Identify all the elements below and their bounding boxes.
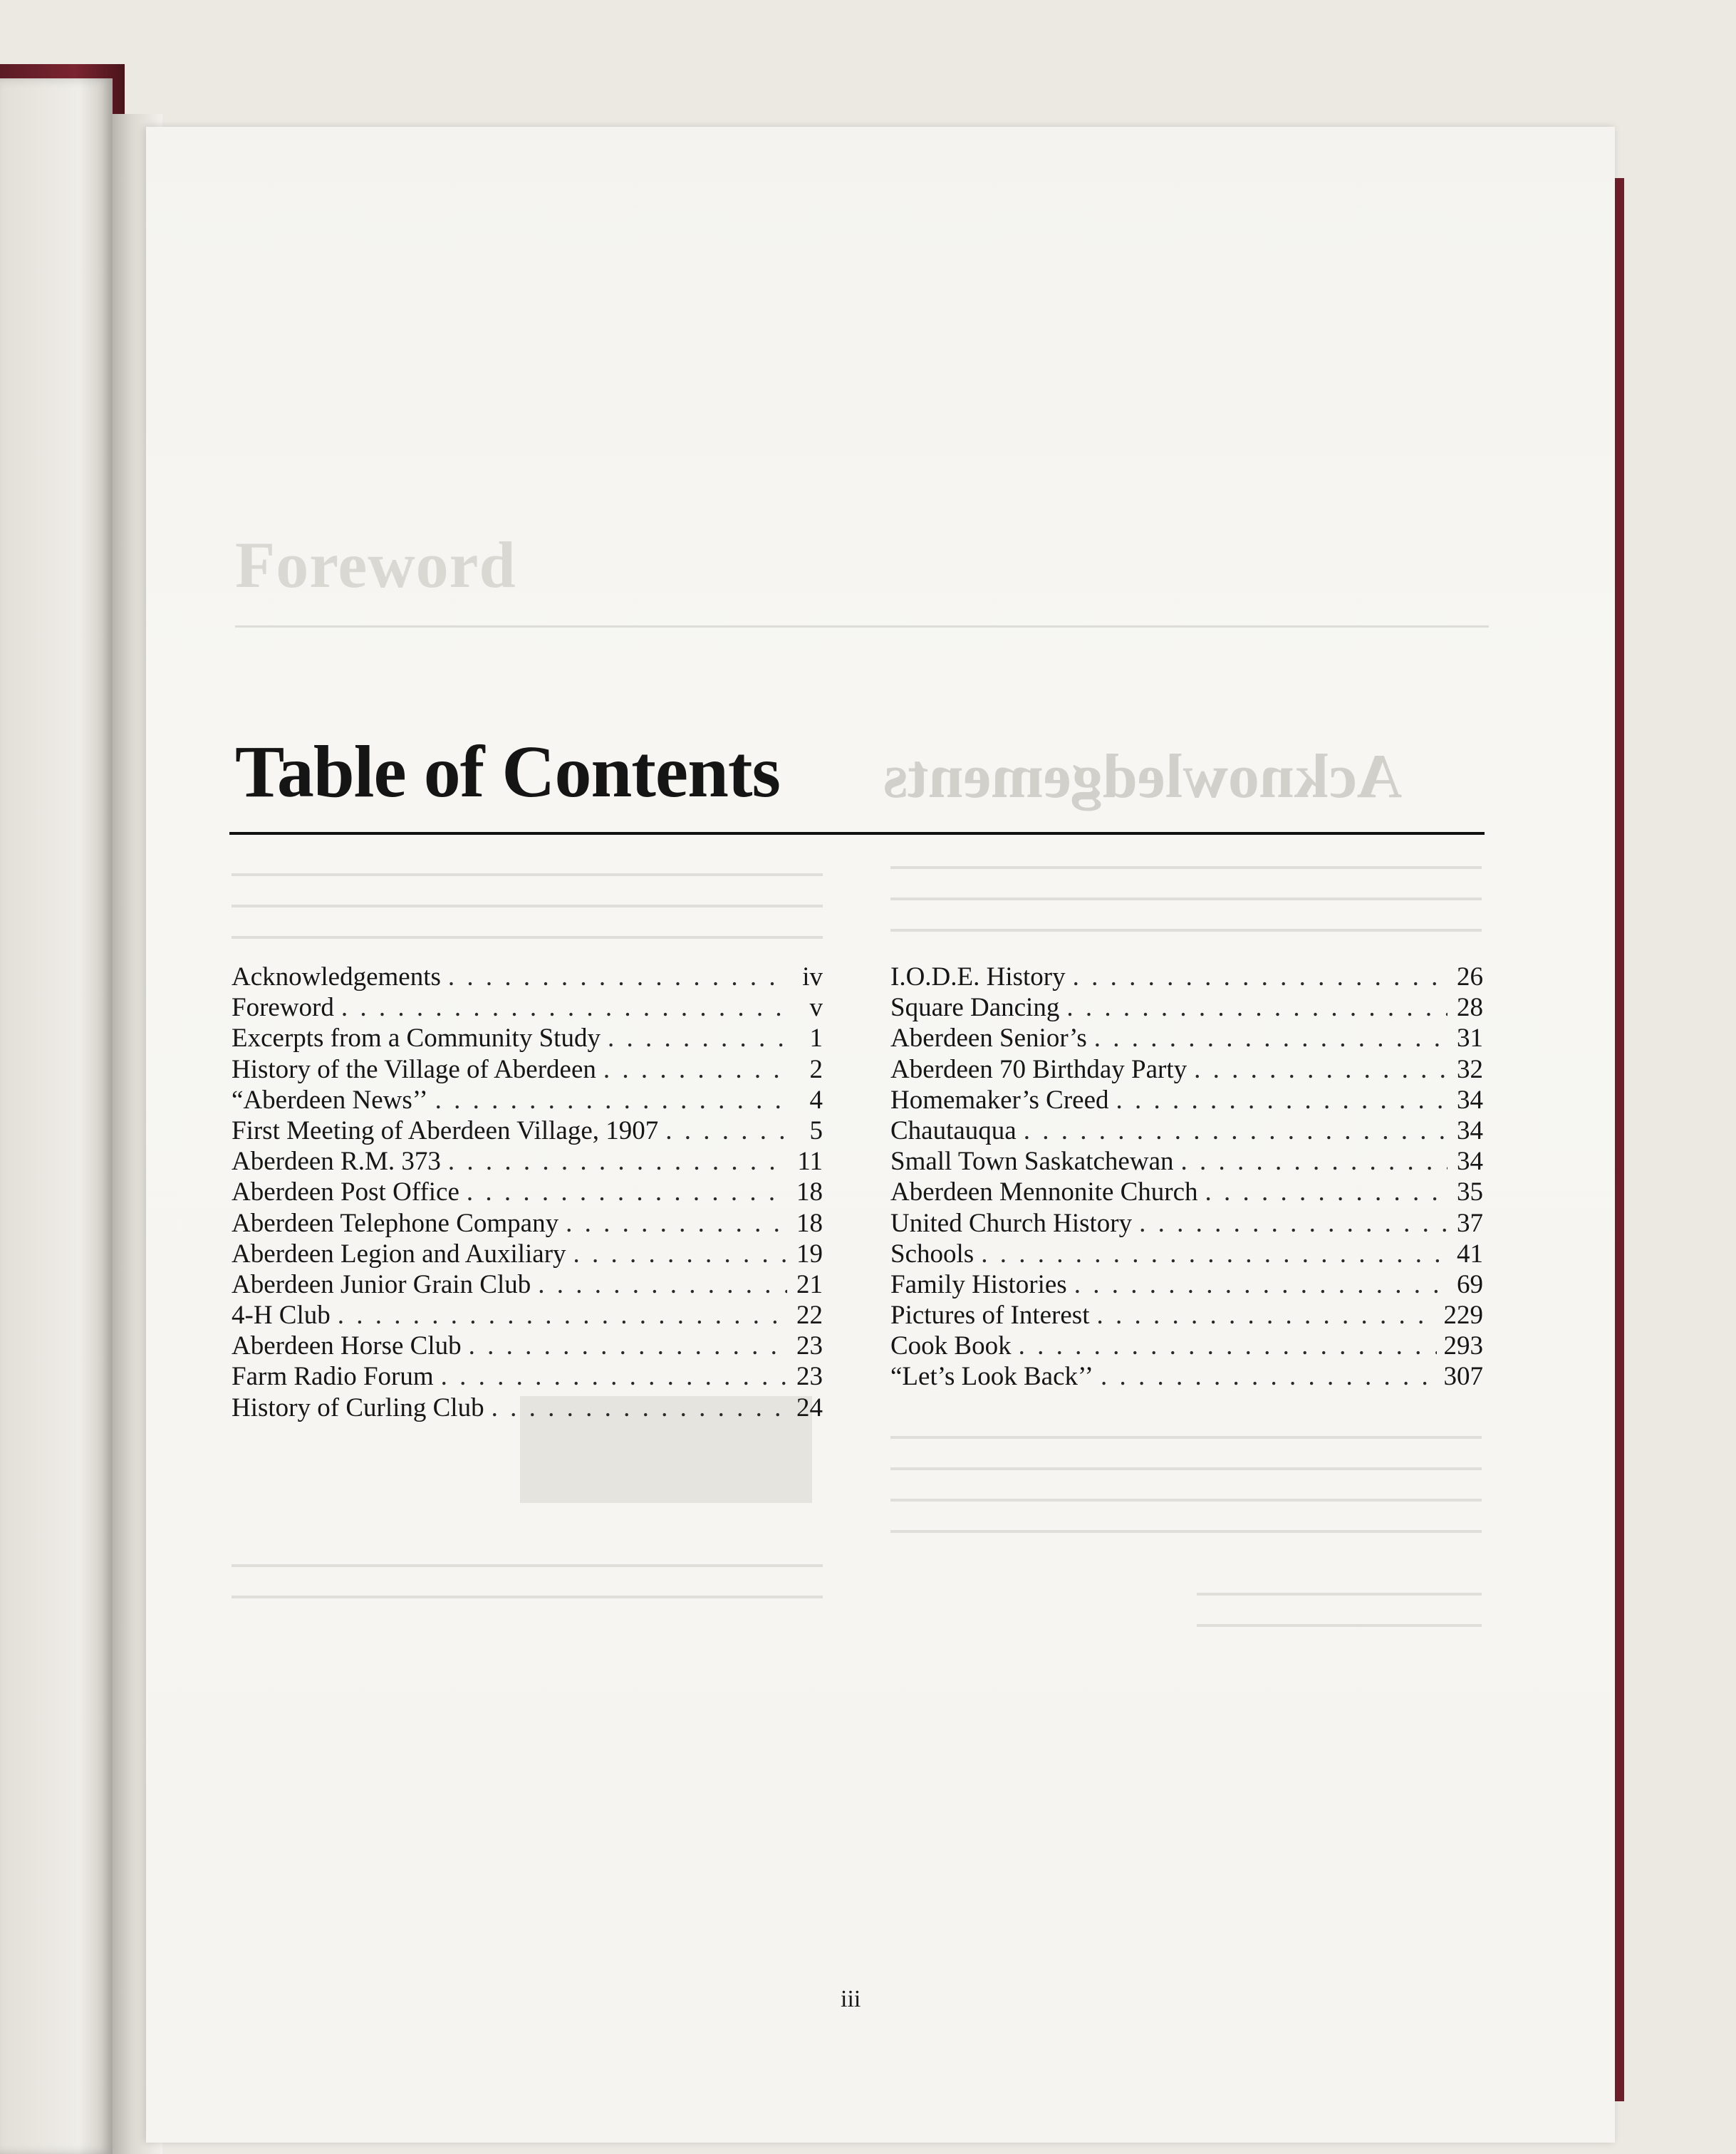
- toc-entry-title: United Church History: [890, 1208, 1133, 1238]
- toc-entry-page: 34: [1457, 1147, 1483, 1177]
- toc-entry: [232, 1146, 823, 1177]
- toc-entry: [232, 1393, 823, 1423]
- dot-leader: [467, 1177, 787, 1207]
- toc-entry-page: v: [809, 993, 823, 1023]
- toc-entry-page: 35: [1457, 1177, 1483, 1207]
- show-through-text: [890, 848, 1482, 947]
- dot-leader: [1066, 992, 1447, 1023]
- toc-entry-title: “Let’s Look Back’’: [890, 1362, 1093, 1392]
- toc-entry-page: 41: [1457, 1239, 1483, 1269]
- toc-entry-title: Small Town Saskatchewan: [890, 1147, 1174, 1177]
- toc-entry-title: Pictures of Interest: [890, 1301, 1090, 1331]
- toc-entry-title: “Aberdeen News’’: [232, 1085, 428, 1115]
- toc-entry-title: Schools: [890, 1239, 974, 1269]
- dot-leader: [1116, 1085, 1447, 1115]
- toc-column-left: [232, 962, 823, 1423]
- toc-entry-page: 69: [1457, 1269, 1483, 1299]
- toc-entry-title: 4-H Club: [232, 1301, 331, 1331]
- toc-entry-title: Aberdeen Senior’s: [890, 1024, 1087, 1053]
- show-through-rule: [235, 625, 1489, 628]
- toc-entry-page: 5: [809, 1115, 823, 1145]
- dot-leader: [441, 1361, 787, 1392]
- toc-entry-title: Aberdeen Horse Club: [232, 1331, 462, 1361]
- dot-leader: [492, 1393, 787, 1423]
- show-through-text: [232, 855, 823, 954]
- toc-entry-title: Cook Book: [890, 1331, 1012, 1361]
- toc-entry-page: 4: [809, 1085, 823, 1115]
- toc-entry-title: Aberdeen Legion and Auxiliary: [232, 1239, 566, 1269]
- dot-leader: [338, 1300, 787, 1331]
- dot-leader: [1101, 1361, 1437, 1392]
- show-through-text: [890, 1417, 1482, 1546]
- toc-entry-page: 11: [797, 1147, 823, 1177]
- toc-entry-page: 307: [1443, 1362, 1483, 1392]
- toc-entry: [232, 962, 823, 992]
- dot-leader: [1024, 1115, 1447, 1146]
- toc-entry-title: Square Dancing: [890, 993, 1060, 1023]
- toc-entry-title: Chautauqua: [890, 1115, 1017, 1145]
- toc-entry-title: Aberdeen Mennonite Church: [890, 1177, 1198, 1207]
- toc-entry-page: 23: [796, 1362, 823, 1392]
- toc-entry-title: Excerpts from a Community Study: [232, 1024, 601, 1053]
- toc-entry: [890, 1115, 1483, 1146]
- toc-entry-page: 24: [796, 1393, 823, 1422]
- toc-entry-title: Foreword: [232, 993, 334, 1023]
- toc-entry-page: 31: [1457, 1024, 1483, 1053]
- toc-entry: [890, 1054, 1483, 1085]
- toc-entry-title: Aberdeen Junior Grain Club: [232, 1269, 531, 1299]
- toc-entry-page: 18: [796, 1208, 823, 1238]
- toc-entry: [232, 1085, 823, 1115]
- toc-entry-title: I.O.D.E. History: [890, 962, 1066, 992]
- dot-leader: [573, 1239, 787, 1269]
- toc-entry-page: 22: [796, 1301, 823, 1331]
- toc-entry: [890, 1361, 1483, 1392]
- toc-entry: [890, 1177, 1483, 1207]
- toc-entry: [232, 1208, 823, 1239]
- toc-entry: [232, 1361, 823, 1392]
- toc-entry-page: 32: [1457, 1054, 1483, 1084]
- toc-entry-page: 1: [809, 1024, 823, 1053]
- dot-leader: [1194, 1054, 1447, 1085]
- toc-entry-title: First Meeting of Aberdeen Village, 1907: [232, 1115, 659, 1145]
- toc-entry-title: Family Histories: [890, 1269, 1067, 1299]
- dot-leader: [608, 1023, 787, 1053]
- toc-column-right: [890, 962, 1483, 1393]
- toc-entry-title: Aberdeen Telephone Company: [232, 1208, 559, 1238]
- toc-entry: [890, 962, 1483, 992]
- toc-entry-page: 26: [1457, 962, 1483, 992]
- toc-entry-page: 34: [1457, 1085, 1483, 1115]
- dot-leader: [603, 1054, 787, 1085]
- toc-entry: [232, 1331, 823, 1361]
- toc-entry: [232, 1300, 823, 1331]
- show-through-mirrored-title: Acknowledgements: [883, 742, 1403, 811]
- toc-entry: [890, 992, 1483, 1023]
- toc-entry-page: 2: [809, 1054, 823, 1084]
- toc-entry-page: iv: [802, 962, 823, 992]
- toc-entry-page: 37: [1457, 1208, 1483, 1238]
- dot-leader: [1139, 1208, 1447, 1239]
- toc-entry: [232, 1177, 823, 1207]
- dot-leader: [1094, 1023, 1447, 1053]
- title-rule: [229, 832, 1485, 835]
- toc-entry: [890, 1269, 1483, 1300]
- dot-leader: [469, 1331, 787, 1361]
- toc-entry: [890, 1239, 1483, 1269]
- toc-entry: [890, 1146, 1483, 1177]
- toc-entry-page: 23: [796, 1331, 823, 1361]
- toc-entry: [232, 1054, 823, 1085]
- toc-entry: [890, 1331, 1483, 1361]
- page-title: Table of Contents: [235, 731, 781, 813]
- show-through-text: [1197, 1574, 1482, 1631]
- dot-leader: [1181, 1146, 1448, 1177]
- dot-leader: [1096, 1300, 1436, 1331]
- dot-leader: [1074, 1269, 1447, 1300]
- dot-leader: [538, 1269, 787, 1300]
- toc-entry: [890, 1208, 1483, 1239]
- toc-entry-title: Acknowledgements: [232, 962, 441, 992]
- toc-entry: [232, 992, 823, 1023]
- toc-entry-title: Farm Radio Forum: [232, 1362, 434, 1392]
- facing-page-edge: [0, 78, 113, 2154]
- toc-entry-page: 34: [1457, 1115, 1483, 1145]
- toc-entry: [890, 1300, 1483, 1331]
- dot-leader: [1073, 962, 1447, 992]
- toc-entry: [890, 1085, 1483, 1115]
- toc-entry-page: 229: [1443, 1301, 1483, 1331]
- toc-entry: [232, 1115, 823, 1146]
- toc-entry-page: 18: [796, 1177, 823, 1207]
- toc-entry-title: Aberdeen Post Office: [232, 1177, 459, 1207]
- toc-entry-title: Homemaker’s Creed: [890, 1085, 1109, 1115]
- toc-entry-title: Aberdeen 70 Birthday Party: [890, 1054, 1187, 1084]
- toc-entry: [232, 1269, 823, 1300]
- toc-entry-title: History of Curling Club: [232, 1393, 484, 1422]
- toc-entry-title: Aberdeen R.M. 373: [232, 1147, 441, 1177]
- dot-leader: [1205, 1177, 1447, 1207]
- toc-entry-page: 28: [1457, 993, 1483, 1023]
- toc-entry-page: 293: [1443, 1331, 1483, 1361]
- dot-leader: [665, 1115, 787, 1146]
- toc-entry-title: History of the Village of Aberdeen: [232, 1054, 596, 1084]
- show-through-title: Foreword: [235, 529, 516, 601]
- toc-entry-page: 19: [796, 1239, 823, 1269]
- toc-entry: [232, 1239, 823, 1269]
- dot-leader: [448, 1146, 787, 1177]
- page-number: iii: [841, 1986, 861, 2012]
- dot-leader: [448, 962, 787, 992]
- toc-entry-page: 21: [796, 1269, 823, 1299]
- dot-leader: [341, 992, 787, 1023]
- dot-leader: [566, 1208, 787, 1239]
- dot-leader: [981, 1239, 1447, 1269]
- dot-leader: [435, 1085, 787, 1115]
- toc-entry: [232, 1023, 823, 1053]
- toc-entry: [890, 1023, 1483, 1053]
- show-through-text: [232, 1546, 823, 1624]
- dot-leader: [1019, 1331, 1437, 1361]
